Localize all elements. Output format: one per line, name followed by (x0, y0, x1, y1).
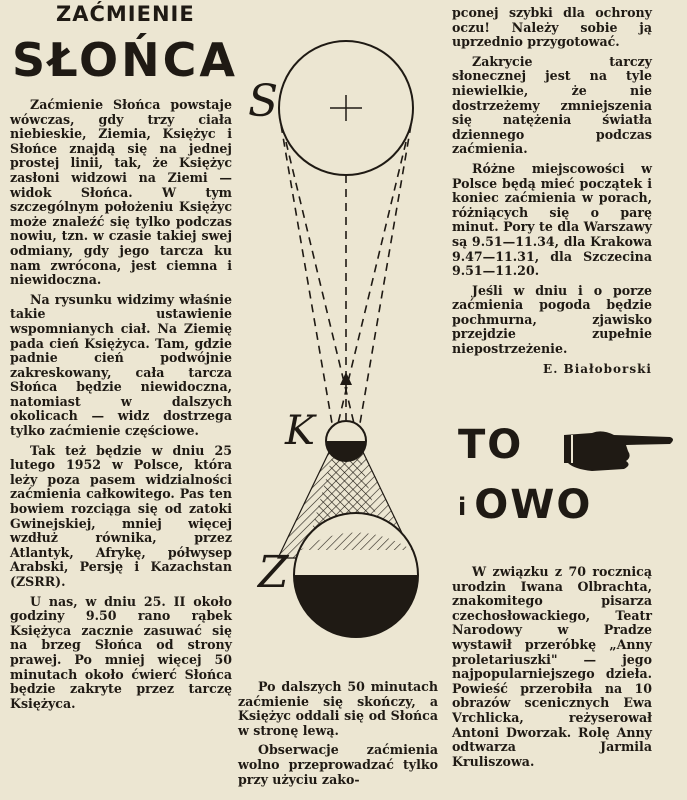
heading-prefix: i (458, 493, 469, 521)
moon-label: K (285, 408, 315, 454)
heading-owo-text: OWO (474, 482, 593, 528)
earth (294, 513, 418, 637)
article-paragraph: Po dalszych 50 minutach zaćmienie się skończy, a Księżyc oddali się od Słońca w stronę lewą. (238, 679, 438, 738)
article-left-column (10, 98, 232, 716)
article-paragraph: Różne miejscowości w Polsce będą mieć początek i koniec zaćmienia w porach, różniących się o parę minut. Pory te dla Warszawy są 9.51—11.34, dla Krakowa 9.47—11.31, dla Szczecina 9.51—11.20. (452, 160, 652, 279)
article-paragraph: Tak też będzie w dniu 25 lutego 1952 w Polsce, która leży poza pasem widzialności zaćmienia całkowitego. Pas ten bowiem rozciąga się od zatoki Gwinejskiej, mniej więcej wzdłuż równika, przez Atlantyk, Afrykę, półwysep Arabski, Persję i Kazachstan (ZSRR). (10, 442, 232, 589)
sidebar-heading-to: TO (458, 422, 524, 468)
article-paragraph: U nas, w dniu 25. II około godziny 9.50 rano rąbek Księżyca zacznie zasuwać się na brzeg Słońca od strony prawej. Po mniej więcej 50 minutach około ćwierć Słońca będzie zakryte przez tarczę Księżyca. (10, 593, 232, 711)
article-paragraph: Na rysunku widzimy właśnie takie ustawienie wspomnianych ciał. Na Ziemię pada cień Księżyca. Tam, gdzie padnie cień podwójnie zakreskowany, cała tarcza Słońca będzie niewidoczna, natomiast w dalszych okolicach — widz dostrzega tylko zaćmienie częściowe. (10, 291, 232, 439)
sidebar-article (452, 565, 652, 774)
title-line-2: SŁOŃCA (12, 33, 238, 87)
article-paragraph: Jeśli w dniu i o porze zaćmienia pogoda będzie pochmurna, zjawisko przejdzie zupełnie niepostrzeżenie. (452, 282, 652, 357)
sun-label: S (248, 76, 279, 127)
article-paragraph: pconej szybki dla ochrony oczu! Należy sobie ją uprzednio przygotować. (452, 5, 652, 50)
pointing-hand-icon (562, 425, 678, 475)
title-line-1: ZAĆMIENIE (56, 2, 195, 26)
earth-label: Z (258, 547, 289, 598)
sidebar-paragraph: W związku z 70 rocznicą urodzin Iwana Olbrachta, znakomitego pisarza czechosłowackiego, Teatr Narodowy w Pradze wystawił przeróbkę „Anny proletariuszki" — jego najpopularniejszego dzieła. Powieść przerobiła na 10 obrazów scenicznych Ewa Vrchlicka, reżyserował Antoni Dworzak. Rolę Anny odtwarza Jarmila Kruliszowa. (452, 564, 652, 769)
article-paragraph: Zaćmienie Słońca powstaje wówczas, gdy trzy ciała niebieskie, Ziemia, Księżyc i Słońce znajdą się na jednej prostej linii, tak, że Księżyc zasłoni widzowi na Ziemi — widok Słońca. W tym szczególnym położeniu Księżyc może znaleźć się tylko podczas nowiu, tzn. w czasie takiej swej odmiany, gdy jego tarcza ku nam zwrócona, jest ciemna i niewidoczna. (10, 97, 232, 288)
article-middle-column (238, 680, 438, 792)
author-signature: E. Białoborski (543, 361, 652, 376)
sun (279, 41, 413, 175)
article-right-column (452, 6, 652, 376)
moon (326, 421, 366, 461)
article-paragraph: Zakrycie tarczy słonecznej jest na tyle niewielkie, że nie dostrzeżemy zmniejszenia się natężenia światła dziennego podczas zaćmienia. (452, 53, 652, 157)
sidebar-heading-owo (458, 482, 592, 530)
article-paragraph: Obserwacje zaćmienia wolno przeprowadzać tylko przy użyciu zako- (238, 742, 438, 787)
light-rays (281, 125, 411, 440)
